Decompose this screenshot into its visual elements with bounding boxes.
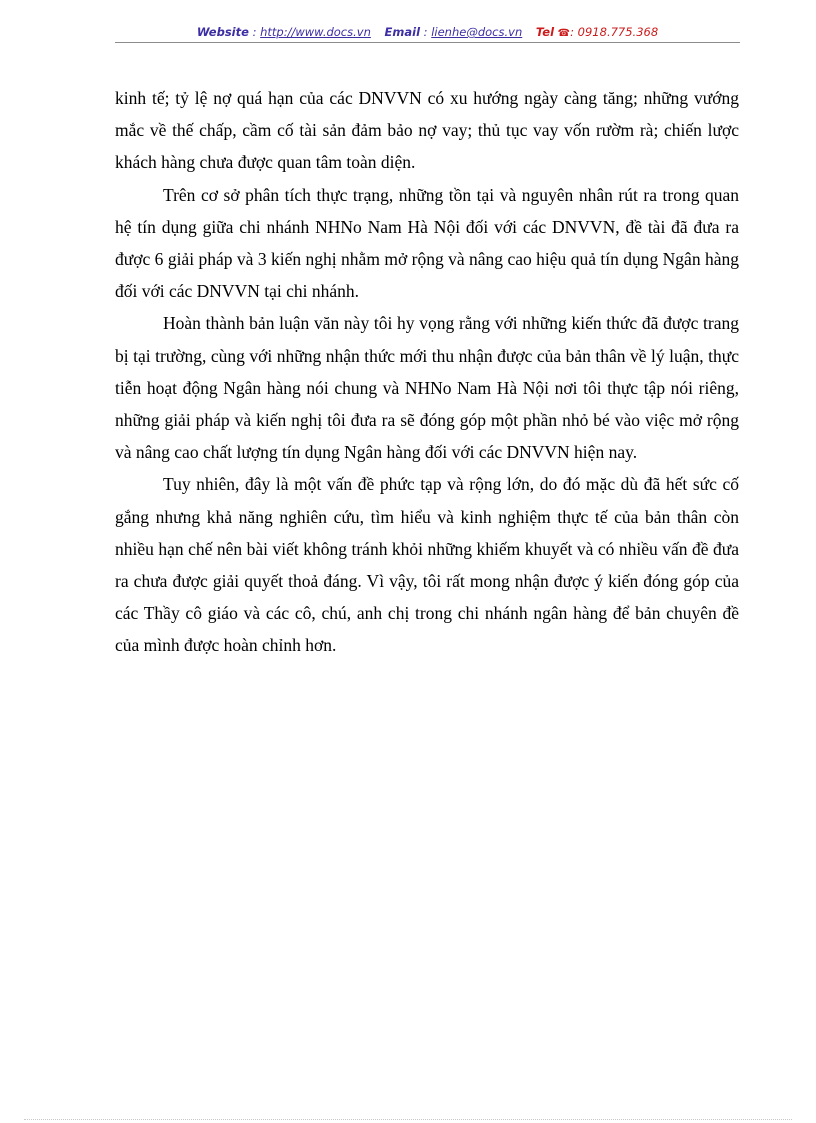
document-body (115, 82, 739, 662)
phone-number: 0918.775.368 (577, 25, 659, 39)
footer-divider (24, 1119, 792, 1120)
paragraph-2: Trên cơ sở phân tích thực trạng, những tồn tại và nguyên nhân rút ra trong quan hệ tín dụng giữa chi nhánh NHNo Nam Hà Nội đối với các DNVVN, đề tài đã đưa ra được 6 giải pháp và 3 kiến nghị nhằm mở rộng và nâng cao hiệu quả tín dụng Ngân hàng đối với các DNVVN tại chi nhánh. (115, 184, 739, 302)
website-label: Website (196, 25, 249, 39)
page-header (115, 24, 740, 43)
website-separator: : (248, 25, 261, 39)
paragraph-1: kinh tế; tỷ lệ nợ quá hạn của các DNVVN có xu hướng ngày càng tăng; những vướng mắc về thế chấp, cầm cố tài sản đảm bảo nợ vay; thủ tục vay vốn rườm rà; chiến lược khách hàng chưa được quan tâm toàn diện. (115, 88, 739, 173)
tel-label: Tel (535, 25, 555, 39)
website-link[interactable]: http://www.docs.vn (260, 25, 371, 39)
email-label: Email (384, 25, 421, 39)
email-link[interactable]: lienhe@docs.vn (431, 25, 523, 39)
paragraph-4: Tuy nhiên, đây là một vấn đề phức tạp và rộng lớn, do đó mặc dù đã hết sức cố gắng nhưng khả năng nghiên cứu, tìm hiểu và kinh nghiệm thực tế của bản thân còn nhiều hạn chế nên bài viết không tránh khỏi những khiếm khuyết và có nhiều vấn đề đưa ra chưa được giải quyết thoả đáng. Vì vậy, tôi rất mong nhận được ý kiến đóng góp của các Thầy cô giáo và các cô, chú, anh chị trong chi nhánh ngân hàng để bản chuyên đề của mình được hoàn chỉnh hơn. (115, 474, 739, 656)
phone-separator: : (570, 25, 578, 39)
email-separator: : (420, 25, 432, 39)
phone-icon: ☎ (557, 28, 571, 39)
paragraph-3: Hoàn thành bản luận văn này tôi hy vọng rằng với những kiến thức đã được trang bị tại trường, cùng với những nhận thức mới thu nhận được của bản thân về lý luận, thực tiễn hoạt động Ngân hàng nói chung và NHNo Nam Hà Nội nơi tôi thực tập nói riêng, những giải pháp và kiến nghị tôi đưa ra sẽ đóng góp một phần nhỏ bé vào việc mở rộng và nâng cao chất lượng tín dụng Ngân hàng đối với các DNVVN hiện nay. (115, 313, 739, 463)
